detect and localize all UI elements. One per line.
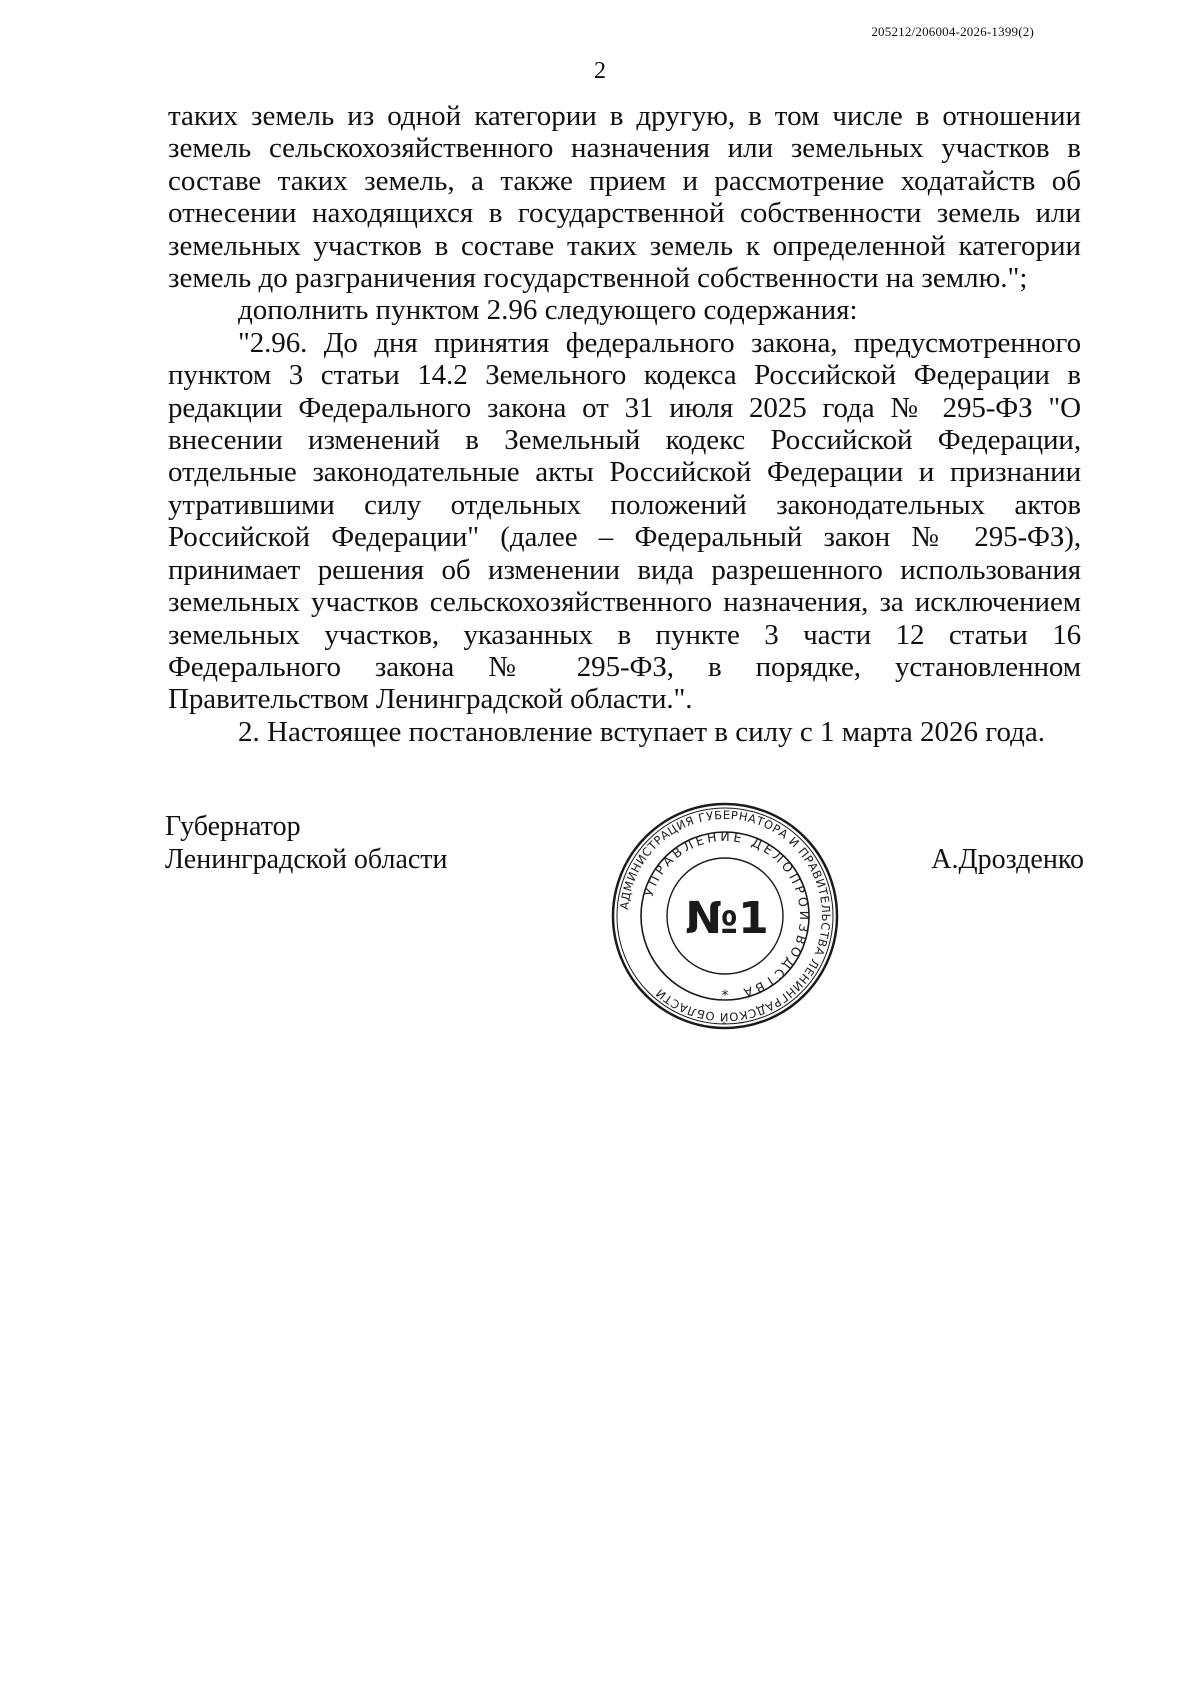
page-number: 2 — [594, 58, 606, 84]
document-body — [168, 100, 1081, 748]
stamp-outer-text: АДМИНИСТРАЦИЯ ГУБЕРНАТОРА И ПРАВИТЕЛЬСТВА ЛЕНИНГРАДСКОЙ ОБЛАСТИ — [617, 807, 834, 1025]
stamp-star: * — [721, 988, 729, 1004]
signatory-position — [165, 810, 448, 876]
signatory-name: А.Дрозденко — [931, 844, 1084, 875]
official-stamp — [609, 800, 841, 1032]
paragraph-effective-date: 2. Настоящее постановление вступает в силу с 1 марта 2026 года. — [238, 715, 1045, 748]
stamp-inner-text: УПРАВЛЕНИЕ ДЕЛОПРОИЗВОДСТВА — [640, 828, 813, 1002]
stamp-seal-graphic — [609, 800, 841, 1032]
paragraph-continuation: таких земель из одной категории в другую, в том числе в отношении земель сельскохозяйственного назначения или земельных участков в составе таких земель, а также прием и рассмотрение ходатайств об отнесении находящихся в государственной собственности земель или земельных участков в составе таких земель к определенной категории земель до разграничения государственной собственности на землю."; — [168, 100, 1081, 295]
paragraph-clause-2-96: "2.96. До дня принятия федерального закона, предусмотренного пунктом 3 статьи 14.2 Земельного кодекса Российской Федерации в редакции Федерального закона от 31 июля 2025 года № 295-ФЗ "О внесении изменений в Земельный кодекс Российской Федерации, отдельные законодательные акты Российской Федерации и признании утратившими силу отдельных положений законодательных актов Российской Федерации" (далее – Федеральный закон № 295-ФЗ), принимает решения об изменении вида разрешенного использования земельных участков сельскохозяйственного назначения, за исключением земельных участков, указанных в пункте 3 части 12 статьи 16 Федерального закона № 295-ФЗ, в порядке, установленном Правительством Ленинградской области.". — [168, 326, 1081, 716]
signatory-position-line-2: Ленинградской области — [165, 844, 448, 875]
stamp-center-number: №1 — [685, 893, 769, 944]
paragraph-amendment-intro: дополнить пунктом 2.96 следующего содержания: — [238, 294, 858, 327]
signatory-position-line-1: Губернатор — [165, 811, 301, 842]
document-registration-number: 205212/206004-2026-1399(2) — [871, 24, 1034, 39]
